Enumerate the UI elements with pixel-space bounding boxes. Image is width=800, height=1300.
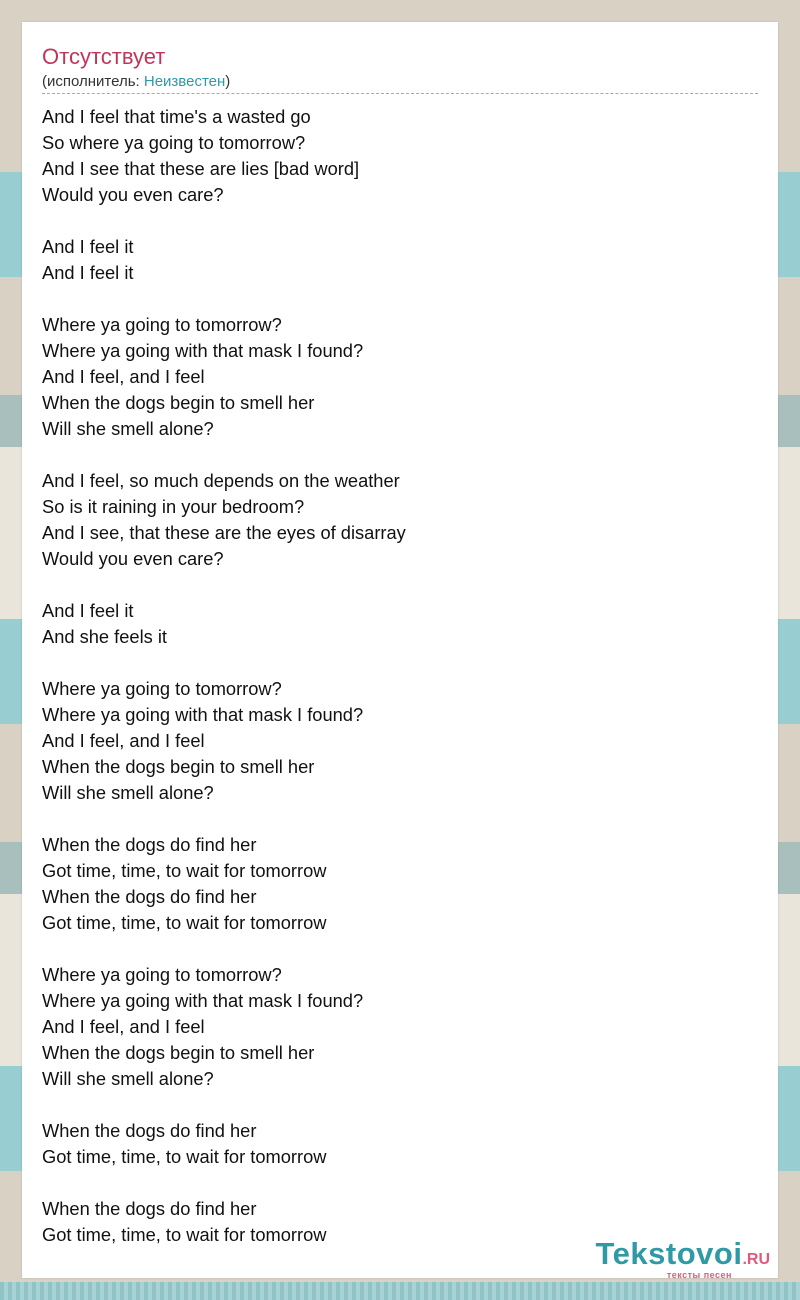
lyric-blank-line [42, 572, 742, 598]
lyric-line: Where ya going with that mask I found? [42, 340, 364, 361]
lyric-line: Will she smell alone? [42, 782, 214, 803]
lyric-blank-line [42, 442, 742, 468]
lyric-line: When the dogs begin to smell her [42, 756, 315, 777]
lyric-blank-line [42, 936, 742, 962]
lyric-line: And I feel, and I feel [42, 1016, 205, 1037]
artist-line [42, 73, 230, 90]
lyric-line: And I feel it [42, 236, 134, 257]
lyrics-card [22, 22, 778, 1278]
lyric-line: Got time, time, to wait for tomorrow [42, 1146, 327, 1167]
lyric-blank-line [42, 208, 742, 234]
lyric-blank-line [42, 806, 742, 832]
lyric-line: Will she smell alone? [42, 418, 214, 439]
lyrics-body [42, 104, 742, 1248]
lyric-line: So where ya going to tomorrow? [42, 132, 306, 153]
lyric-line: When the dogs do find her [42, 1198, 257, 1219]
lyric-line: And I feel, and I feel [42, 366, 205, 387]
logo-domain: .RU [742, 1251, 770, 1268]
lyric-line: When the dogs begin to smell her [42, 392, 315, 413]
site-logo[interactable] [595, 1236, 770, 1280]
lyric-line: And she feels it [42, 626, 167, 647]
artist-link[interactable]: Неизвестен [143, 73, 226, 90]
lyric-line: Where ya going with that mask I found? [42, 990, 364, 1011]
lyric-line: When the dogs do find her [42, 886, 257, 907]
logo-text: Tekstovoi [595, 1236, 743, 1271]
lyric-blank-line [42, 1092, 742, 1118]
lyric-line: Would you even care? [42, 184, 224, 205]
lyric-line: And I see that these are lies [bad word] [42, 158, 360, 179]
lyric-line: And I see, that these are the eyes of disarray [42, 522, 406, 543]
lyric-blank-line [42, 650, 742, 676]
lyric-blank-line [42, 1170, 742, 1196]
lyric-line: Would you even care? [42, 548, 224, 569]
lyric-line: Got time, time, to wait for tomorrow [42, 1224, 327, 1245]
lyric-line: And I feel it [42, 262, 134, 283]
artist-suffix: ) [225, 73, 231, 90]
bottom-band [0, 1282, 800, 1300]
lyric-line: And I feel, and I feel [42, 730, 205, 751]
artist-prefix: (исполнитель: [42, 73, 144, 90]
lyric-blank-line [42, 286, 742, 312]
lyric-line: And I feel it [42, 600, 134, 621]
lyric-line: When the dogs do find her [42, 1120, 257, 1141]
lyric-line: Where ya going to tomorrow? [42, 678, 282, 699]
song-title: Отсутствует [42, 44, 166, 69]
lyric-line: When the dogs begin to smell her [42, 1042, 315, 1063]
logo-tagline: тексты песен [666, 1270, 732, 1280]
lyric-line: And I feel that time's a wasted go [42, 106, 311, 127]
divider [42, 93, 758, 94]
lyric-line: Will she smell alone? [42, 1068, 214, 1089]
lyric-line: Got time, time, to wait for tomorrow [42, 912, 327, 933]
lyric-line: Got time, time, to wait for tomorrow [42, 860, 327, 881]
lyric-line: When the dogs do find her [42, 834, 257, 855]
lyric-line: Where ya going with that mask I found? [42, 704, 364, 725]
lyric-line: And I feel, so much depends on the weather [42, 470, 400, 491]
lyric-line: Where ya going to tomorrow? [42, 314, 282, 335]
lyric-line: So is it raining in your bedroom? [42, 496, 305, 517]
lyric-line: Where ya going to tomorrow? [42, 964, 282, 985]
